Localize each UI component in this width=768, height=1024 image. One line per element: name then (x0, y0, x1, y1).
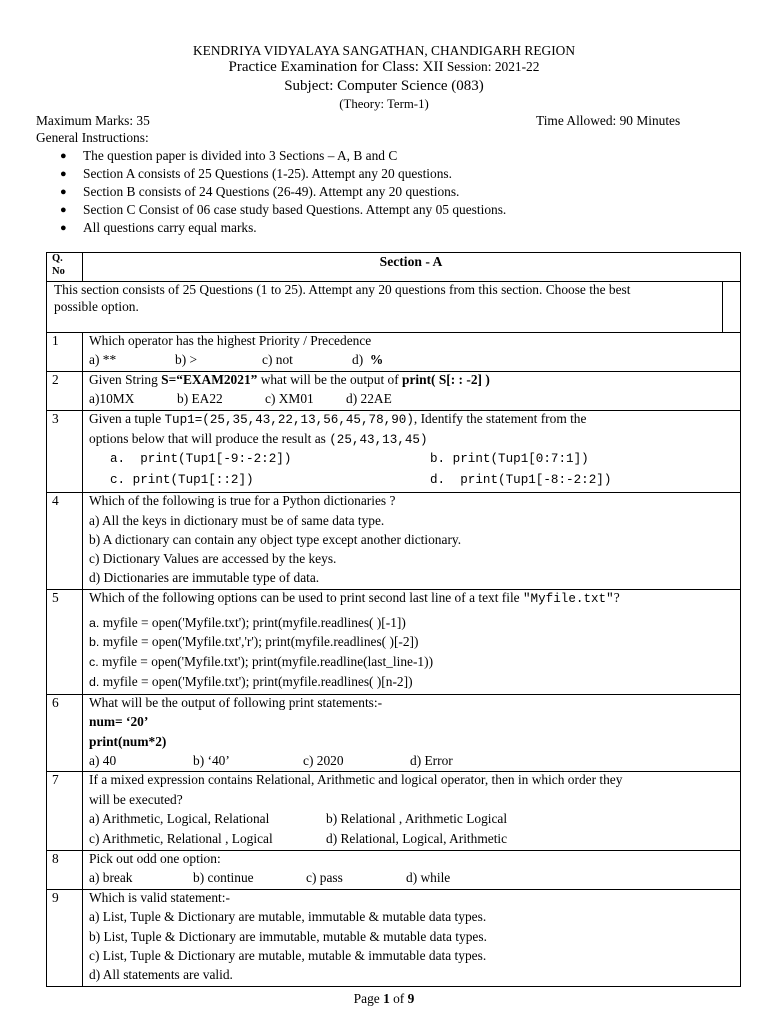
option-b (89, 634, 418, 650)
org-title: KENDRIYA VIDYALAYA SANGATHAN, CHANDIGARH REGION (192, 43, 575, 58)
q3-pre: Given a tuple (89, 411, 165, 426)
q2-pre: Given String (89, 372, 162, 387)
option-b: b) List, Tuple & Dictionary are immutable, mutable & mutable data types. (89, 929, 487, 944)
option-c-label: c. (89, 655, 99, 669)
option-c: c. print(Tup1[::2]) (110, 473, 254, 487)
option-b: b) ‘40’ (193, 753, 230, 768)
bullet-icon: ● (60, 204, 67, 216)
question-text (89, 411, 586, 427)
option-c: c) not (262, 352, 293, 367)
page-number (0, 991, 768, 1007)
q2-mid: what will be the output of (257, 372, 403, 387)
bullet-icon: ● (60, 222, 67, 234)
option-d: d) Relational, Logical, Arithmetic (326, 831, 508, 846)
theory-note: (Theory: Term-1) (339, 97, 429, 111)
question-text: What will be the output of following print statements:- (89, 695, 383, 710)
q5-text: Which of the following options can be used to print second last line of a text file (89, 590, 523, 605)
bullet-icon: ● (60, 168, 67, 180)
option-d: d) All statements are valid. (89, 967, 233, 982)
q5-file: "Myfile.txt" (522, 592, 614, 606)
instruction-item: The question paper is divided into 3 Sections – A, B and C (83, 148, 398, 163)
option-d-text: myfile = open('Myfile.txt'); print(myfile.readlines( )[n-2]) (99, 674, 413, 689)
option-c: c) List, Tuple & Dictionary are mutable, mutable & immutable data types. (89, 948, 487, 963)
question-number: 2 (52, 372, 59, 387)
qno-header-2: No (52, 266, 65, 277)
option-a-label: a. (89, 616, 100, 630)
option-d: d) 22AE (346, 391, 392, 406)
question-number: 3 (52, 411, 59, 426)
question-text: Which operator has the highest Priority / Precedence (89, 333, 372, 348)
question-text (89, 590, 620, 606)
bullet-icon: ● (60, 150, 67, 162)
page-total: 9 (407, 991, 415, 1006)
page-current: 1 (383, 991, 390, 1006)
instruction-item: Section A consists of 25 Questions (1-25). Attempt any 20 questions. (83, 166, 452, 181)
option-b: b) A dictionary can contain any object type except another dictionary. (89, 532, 462, 547)
question-text-line2: will be executed? (89, 792, 183, 807)
q3-line2: options below that will produce the result as (89, 431, 330, 446)
question-text: Pick out odd one option: (89, 851, 221, 866)
option-c: c) 2020 (303, 753, 344, 768)
question-number: 4 (52, 493, 59, 508)
question-text: Which is valid statement:- (89, 890, 230, 905)
time-allowed: Time Allowed: 90 Minutes (536, 113, 681, 128)
exam-session: Session: 2021-22 (446, 59, 540, 74)
option-c: c) Arithmetic, Relational , Logical (89, 831, 273, 846)
instruction-item: All questions carry equal marks. (83, 220, 257, 235)
question-number: 7 (52, 772, 59, 787)
q6-code-line2: print(num*2) (89, 734, 167, 749)
option-b: b) EA22 (177, 391, 223, 406)
option-d (89, 674, 413, 690)
exam-title (0, 59, 768, 76)
instructions-title: General Instructions: (36, 130, 149, 145)
option-a: a) Arithmetic, Logical, Relational (89, 811, 270, 826)
section-title: Section - A (379, 254, 443, 269)
option-b-label: b. (89, 635, 100, 649)
exam-name: Practice Examination for Class: XII (228, 59, 444, 75)
option-a: a) 40 (89, 753, 117, 768)
option-d-label: d. (89, 675, 100, 689)
bullet-icon: ● (60, 186, 67, 198)
option-d: d) Dictionaries are immutable type of data. (89, 570, 320, 585)
option-b-text: myfile = open('Myfile.txt','r'); print(myfile.readlines( )[-2]) (99, 634, 419, 649)
option-a-text: myfile = open('Myfile.txt'); print(myfile.readlines( )[-1]) (99, 615, 406, 630)
option-c: c) Dictionary Values are accessed by the keys. (89, 551, 337, 566)
option-c: c) pass (306, 870, 343, 885)
option-d: d) Error (410, 753, 453, 768)
option-a: a) All the keys in dictionary must be of same data type. (89, 513, 385, 528)
q2-expr: print( S[: : -2] ) (402, 372, 490, 387)
question-number: 5 (52, 590, 59, 605)
option-c (89, 654, 433, 670)
question-text-line2 (89, 431, 428, 447)
option-a (89, 615, 406, 631)
instruction-item: Section B consists of 24 Questions (26-49). Attempt any 20 questions. (83, 184, 460, 199)
option-d: d. print(Tup1[-8:-2:2]) (430, 473, 612, 487)
option-a: a) break (89, 870, 133, 885)
option-d (352, 352, 383, 368)
page-pre: Page (353, 991, 384, 1006)
option-a: a) ** (89, 352, 117, 367)
question-number: 6 (52, 695, 59, 710)
q5-end: ? (613, 590, 620, 605)
q2-string: S=“EXAM2021” (161, 372, 258, 387)
question-text (89, 372, 490, 388)
option-d: d) while (406, 870, 451, 885)
question-text: If a mixed expression contains Relational, Arithmetic and logical operator, then in which order they (89, 772, 623, 787)
question-number: 1 (52, 333, 59, 348)
qno-header-1: Q. (52, 253, 63, 264)
option-d-label: d) (352, 352, 364, 367)
q3-code: Tup1=(25,35,43,22,13,56,45,78,90) (164, 413, 414, 427)
section-note-line1: This section consists of 25 Questions (1 to 25). Attempt any 20 questions from this section. Choose the best (54, 282, 631, 297)
q3-line2-code: (25,43,13,45) (329, 433, 428, 447)
option-c-text: myfile = open('Myfile.txt'); print(myfile.readline(last_line-1)) (98, 654, 434, 669)
option-b: b. print(Tup1[0:7:1]) (430, 452, 589, 466)
section-note-line2: possible option. (54, 299, 139, 314)
option-b: b) Relational , Arithmetic Logical (326, 811, 508, 826)
instruction-item: Section C Consist of 06 case study based Questions. Attempt any 05 questions. (83, 202, 507, 217)
subject-title: Subject: Computer Science (083) (284, 78, 484, 94)
question-number: 8 (52, 851, 59, 866)
option-a: a) List, Tuple & Dictionary are mutable, immutable & mutable data types. (89, 909, 487, 924)
option-b: b) continue (193, 870, 254, 885)
option-d-value: % (369, 352, 384, 367)
page-of: of (389, 991, 408, 1006)
option-c: c) XM01 (265, 391, 314, 406)
question-number: 9 (52, 890, 59, 905)
question-text: Which of the following is true for a Python dictionaries ? (89, 493, 396, 508)
max-marks: Maximum Marks: 35 (36, 113, 150, 128)
option-a: a. print(Tup1[-9:-2:2]) (110, 452, 292, 466)
q6-code-line1: num= ‘20’ (89, 714, 149, 729)
option-b: b) > (175, 352, 198, 367)
q3-post: , Identify the statement from the (413, 411, 587, 426)
option-a: a)10MX (89, 391, 135, 406)
